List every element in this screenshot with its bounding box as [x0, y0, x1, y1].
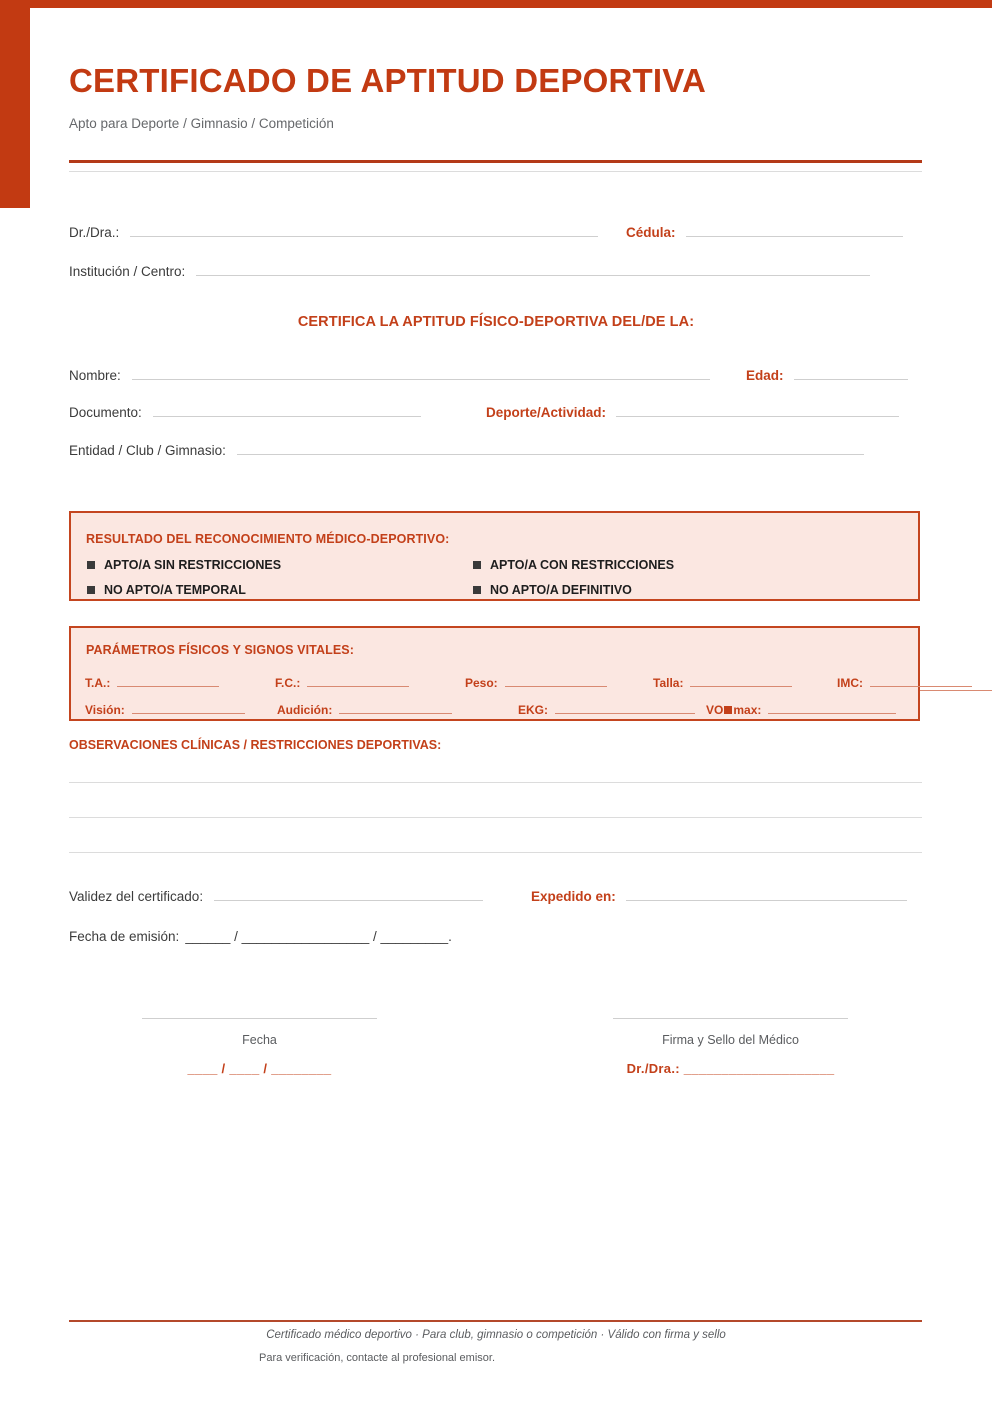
patient-document-label: Documento: [69, 405, 142, 420]
doctor-license-input[interactable] [686, 222, 903, 237]
ekg-input[interactable] [555, 700, 695, 714]
vo2max-label-prefix: VO [706, 703, 724, 717]
missing-glyph-icon [724, 706, 732, 714]
option-apto-con-restricciones[interactable] [473, 558, 674, 572]
validity-label: Validez del certificado: [69, 889, 204, 904]
imc-rule-overflow [920, 690, 992, 691]
option-apto-sin-restricciones[interactable] [87, 558, 281, 572]
field-audicion [277, 700, 452, 717]
vo2max-label-suffix: max: [733, 703, 762, 717]
patient-name-label: Nombre: [69, 368, 121, 383]
header-rule-red [69, 160, 922, 163]
patient-document-input[interactable] [153, 402, 421, 417]
institution-input[interactable] [196, 261, 870, 276]
field-vo2max [706, 700, 896, 717]
observations-title: OBSERVACIONES CLÍNICAS / RESTRICCIONES DEPORTIVAS: [69, 738, 442, 752]
field-sport-activity [486, 402, 899, 420]
doctor-license-label: Cédula: [626, 225, 676, 240]
checkbox-icon[interactable] [473, 586, 481, 594]
sport-activity-label: Deporte/Actividad: [486, 405, 607, 420]
audicion-label: Audición: [277, 703, 333, 717]
option-label: NO APTO/A DEFINITIVO [490, 583, 632, 597]
observations-line[interactable] [69, 852, 922, 853]
issue-date-value[interactable]: ______ / _________________ / _________. [185, 929, 452, 944]
issued-at-label: Expedido en: [531, 889, 616, 904]
field-issue-date [69, 929, 452, 944]
audicion-input[interactable] [339, 700, 452, 714]
field-validity [69, 886, 483, 904]
vitals-panel-title: PARÁMETROS FÍSICOS Y SIGNOS VITALES: [86, 643, 354, 657]
vision-input[interactable] [132, 700, 245, 714]
date-fill[interactable]: ____ / ____ / ________ [187, 1061, 332, 1076]
fc-label: F.C.: [275, 676, 301, 690]
page-title: CERTIFICADO DE APTITUD DEPORTIVA [69, 62, 707, 99]
ta-label: T.A.: [85, 676, 111, 690]
field-doctor-name [69, 222, 598, 240]
field-issued-at [531, 886, 907, 904]
sport-activity-input[interactable] [616, 402, 899, 417]
page-subtitle: Apto para Deporte / Gimnasio / Competición [69, 115, 334, 131]
ta-input[interactable] [117, 673, 219, 687]
footer-line-primary: Certificado médico deportivo · Para club, gimnasio o competición · Válido con firma y sello [266, 1329, 726, 1341]
field-patient-age [746, 365, 908, 383]
observations-line[interactable] [69, 817, 922, 818]
certify-heading: CERTIFICA LA APTITUD FÍSICO-DEPORTIVA DEL/DE LA: [297, 314, 695, 330]
field-talla [653, 673, 792, 690]
field-vision [85, 700, 245, 717]
date-caption: Fecha [242, 1033, 277, 1047]
talla-label: Talla: [653, 676, 684, 690]
left-accent-bar [0, 0, 30, 208]
peso-input[interactable] [505, 673, 607, 687]
signature-block-doctor [613, 1018, 848, 1076]
imc-label: IMC: [837, 676, 863, 690]
footer-line-secondary: Para verificación, contacte al profesional emisor. [259, 1352, 496, 1364]
footer-rule [69, 1320, 922, 1322]
header-rule-grey [69, 171, 922, 172]
option-no-apto-definitivo[interactable] [473, 583, 632, 597]
field-peso [465, 673, 607, 690]
field-ta [85, 673, 219, 690]
field-patient-name [69, 365, 710, 383]
option-label: NO APTO/A TEMPORAL [104, 583, 246, 597]
imc-input[interactable] [870, 673, 972, 687]
option-label: APTO/A SIN RESTRICCIONES [104, 558, 282, 572]
vision-label: Visión: [85, 703, 125, 717]
observations-line[interactable] [69, 782, 922, 783]
ekg-label: EKG: [518, 703, 548, 717]
signature-caption: Firma y Sello del Médico [662, 1033, 799, 1047]
club-input[interactable] [237, 440, 864, 455]
field-institution [69, 261, 870, 279]
peso-label: Peso: [465, 676, 498, 690]
result-panel-title: RESULTADO DEL RECONOCIMIENTO MÉDICO-DEPORTIVO: [86, 532, 450, 546]
club-label: Entidad / Club / Gimnasio: [69, 443, 226, 458]
field-fc [275, 673, 409, 690]
issued-at-input[interactable] [626, 886, 907, 901]
field-imc [837, 673, 972, 690]
talla-input[interactable] [690, 673, 792, 687]
signature-fill[interactable]: Dr./Dra.: ____________________ [626, 1061, 835, 1076]
signature-rule [613, 1018, 848, 1019]
checkbox-icon[interactable] [473, 561, 481, 569]
result-panel [69, 511, 920, 601]
patient-name-input[interactable] [132, 365, 710, 380]
signature-rule [142, 1018, 377, 1019]
checkbox-icon[interactable] [87, 561, 95, 569]
field-ekg [518, 700, 695, 717]
field-club [69, 440, 864, 458]
option-no-apto-temporal[interactable] [87, 583, 246, 597]
issue-date-label: Fecha de emisión: [69, 929, 180, 944]
vo2max-input[interactable] [768, 700, 896, 714]
field-doctor-license [626, 222, 903, 240]
signature-block-date [142, 1018, 377, 1076]
top-accent-stripe [0, 0, 992, 8]
document-header [69, 62, 922, 131]
field-patient-document [69, 402, 421, 420]
validity-input[interactable] [214, 886, 483, 901]
doctor-name-label: Dr./Dra.: [69, 225, 120, 240]
patient-age-label: Edad: [746, 368, 784, 383]
institution-label: Institución / Centro: [69, 264, 186, 279]
patient-age-input[interactable] [794, 365, 908, 380]
fc-input[interactable] [307, 673, 409, 687]
doctor-name-input[interactable] [130, 222, 598, 237]
checkbox-icon[interactable] [87, 586, 95, 594]
option-label: APTO/A CON RESTRICCIONES [490, 558, 675, 572]
vitals-panel [69, 626, 920, 721]
